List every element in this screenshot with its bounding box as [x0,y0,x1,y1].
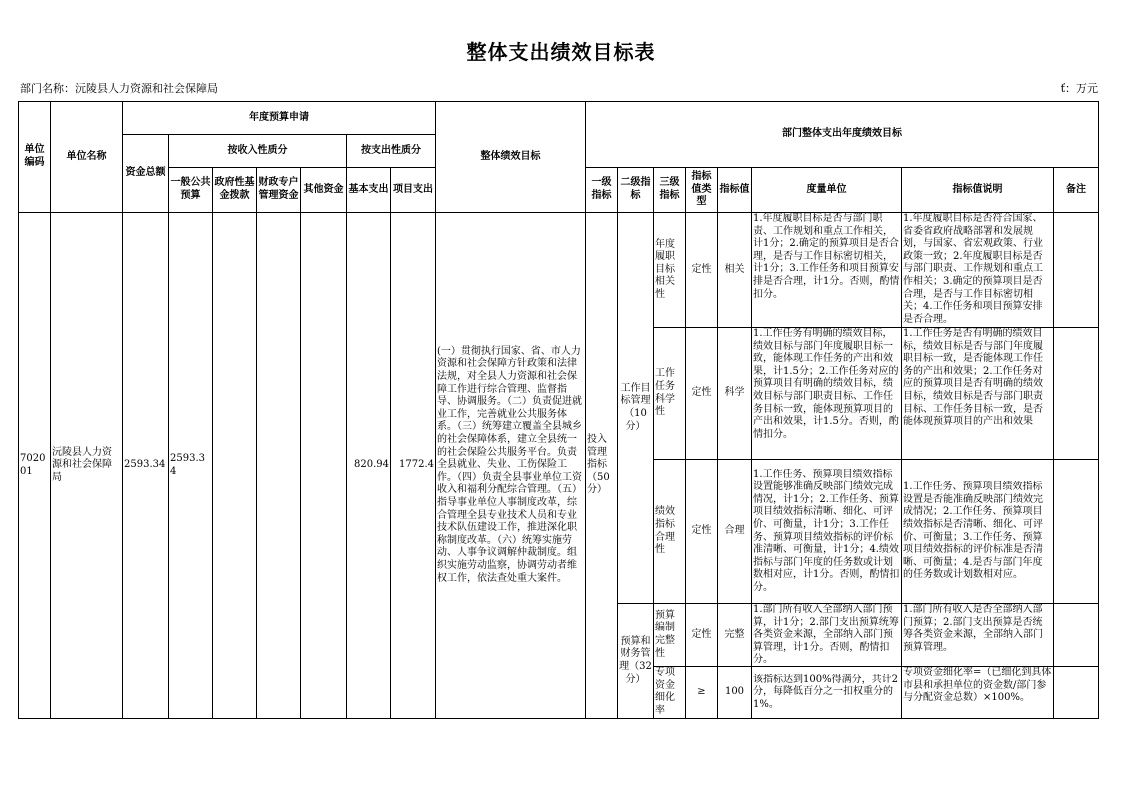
header-dept-goal: 部门整体支出年度绩效目标 [586,102,1099,168]
fiscal-special-cell [257,213,301,719]
level3-cell: 工作任务科学性 [654,328,686,460]
level3-cell: 绩效指标合理性 [654,460,686,604]
header-remarks: 备注 [1054,168,1099,213]
indicator-value-cell: 合理 [718,460,752,604]
remarks-cell [1054,460,1099,604]
indicator-desc-cell [902,667,1054,719]
header-project-expenditure: 项目支出 [391,168,436,213]
desc-text: 1.工作任务、预算项目绩效指标设置是否能准确反映部门绩效完成情况；2.工作任务、预算项目绩效指标是否清晰、细化、可评价、可衡量；3.工作任务、预算项目绩效指标的评价标准是否清晰、可衡量；4.是否与部门年度的任务数或计划数相对应。 [903,481,1043,581]
unit-code-cell: 702001 [19,213,51,719]
header-unit-code: 单位编码 [19,102,51,213]
header-basic-expenditure: 基本支出 [347,168,391,213]
measure-unit-cell [752,460,902,604]
measure-text: 1.工作任务、预算项目绩效指标设置能够准确反映部门绩效完成情况，计1分；2.工作任务、预算项目绩效指标清晰、细化、可评价、可衡量，计1分；3.工作任务、预算项目绩效指标的评价标准清晰、可衡量，计1分；4.绩效指标与部门年度的任务数或计划数相对应，计1分。否则，酌情扣分。 [753,468,900,593]
measure-text: 1.部门所有收入全部纳入部门预算，计1分；2.部门支出预算统筹各类资金来源，全部纳入部门预算管理，计1分。否则，酌情扣分。 [753,604,899,666]
indicator-desc-cell [902,328,1054,460]
level2-cell: 工作目标管理（10分） [618,213,654,604]
measure-unit-cell [752,604,902,667]
page-title: 整体支出绩效目标表 [466,40,656,64]
level2-cell: 预算和财务管理（32分） [618,604,654,719]
indicator-type-cell: 定性 [686,328,718,460]
measure-unit-cell [752,213,902,328]
currency-unit: ť：万元 [1060,82,1098,95]
header-other-funds: 其他资金 [301,168,347,213]
measure-unit-cell [752,667,902,719]
level3-cell [654,667,686,719]
header-indicator-desc: 指标值说明 [902,168,1054,213]
header-by-expenditure: 按支出性质分 [347,135,436,168]
header-indicator-type: 指标值类型 [686,168,718,213]
gov-fund-cell [213,213,257,719]
indicator-value-cell: 相关 [718,213,752,328]
project-expenditure-cell: 1772.4 [391,213,436,719]
header-gov-fund: 政府性基金拨款 [213,168,257,213]
level3-text: 专项资金细化率 [655,667,675,716]
remarks-cell [1054,667,1099,719]
header-budget-request: 年度预算申请 [123,102,436,135]
header-overall-goal: 整体绩效目标 [436,102,586,213]
table-row [19,213,1099,328]
overall-goal-cell: (一）贯彻执行国家、省、市人力资源和社会保障方针政策和法律法规，对全县人力资源和社会保障工作进行综合管理、监督指导、协调服务。（二）负责促进就业工作，完善就业公共服务体系。（三）统筹建立覆盖全县城乡的社会保障体系，建立全县统一的社会保险公共服务平台。负责全县就业、失业、工伤保险工作。（四）负责全县事业单位工资收入和福利分配综合管理。（五）指导事业单位人事制度改革，综合管理全县专业技术人员和专业技术队伍建设工作，推进深化职称制度改革。（六）统筹实施劳动、人事争议调解仲裁制度。组织实施劳动监察，协调劳动者维权工作，依法查处重大案件。 [436,213,586,719]
indicator-value-cell: 科学 [718,328,752,460]
remarks-cell [1054,604,1099,667]
level3-cell: 年度履职目标相关性 [654,213,686,328]
measure-unit-cell [752,328,902,460]
indicator-desc-cell [902,604,1054,667]
level1-cell: 投入管理指标（50分） [586,213,618,719]
header-unit-name: 单位名称 [51,102,123,213]
remarks-cell [1054,213,1099,328]
indicator-value-cell: 完整 [718,604,752,667]
header-by-income: 按收入性质分 [169,135,347,168]
desc-text: 1.年度履职目标是否符合国家、省委省政府战略部署和发展规划，与国家、省宏观政策、行业政策一致；2.年度履职目标是否与部门职责、工作规划和重点工作相关；3.确定的预算项目是否合理，是否与工作目标密切相关；4.工作任务和项目预算安排是否合理。 [903,213,1043,325]
desc-text: 专项资金细化率=（已细化到具体市县和承担单位的资金数/部门参与分配资金总数）×100%。 [903,667,1052,704]
other-funds-cell [301,213,347,719]
indicator-type-cell: 定性 [686,460,718,604]
header-total-funds: 资金总额 [123,135,169,213]
general-budget-cell: 2593.34 [169,213,213,719]
desc-text: 1.工作任务是否有明确的绩效目标，绩效目标是否与部门年度履职目标一致，是否能体现工作任务的产出和效果；2.工作任务对应的预算项目是否有明确的绩效目标，绩效目标是否与部门职责目标、工作任务目标一致，是否能体现预算项目的产出和效果 [903,328,1043,428]
header-general-budget: 一般公共预算 [169,168,213,213]
measure-text: 1.年度履职目标是否与部门职责、工作规划和重点工作相关，计1分；2.确定的预算项目是否合理，是否与工作目标密切相关，计1分；3.工作任务和项目预算安排是否合理，计1分。否则，酌情扣分。 [753,213,900,300]
indicator-type-cell: 定性 [686,604,718,667]
header-indicator-value: 指标值 [718,168,752,213]
measure-text: 该指标达到100%得满分，共计2分，每降低百分之一扣权重分的1%。 [753,673,898,710]
indicator-value-cell: 100 [718,667,752,719]
basic-expenditure-cell: 820.94 [347,213,391,719]
indicator-type-cell: ≥ [686,667,718,719]
indicator-type-cell: 定性 [686,213,718,328]
header-row-1 [19,102,1099,135]
remarks-cell [1054,328,1099,460]
header-measure-unit: 度量单位 [752,168,902,213]
header-fiscal-special: 财政专户管理资金 [257,168,301,213]
performance-table [18,101,1099,719]
level3-cell: 预算编制完整性 [654,604,686,667]
indicator-desc-cell [902,213,1054,328]
header-level2: 二级指标 [618,168,654,213]
measure-text: 1.工作任务有明确的绩效目标，绩效目标与部门年度履职目标一致，能体现工作任务的产出和效果，计1.5分；2.工作任务对应的预算项目有明确的绩效目标，绩效目标与部门职责目标、工作任务目标一致，能体现预算项目的产出和效果，计1.5分。否则，酌情扣分。 [753,328,899,440]
header-level3: 三级指标 [654,168,686,213]
unit-name-cell: 沅陵县人力资源和社会保障局 [51,213,123,719]
indicator-desc-cell [902,460,1054,604]
desc-text: 1.部门所有收入是否全部纳入部门预算；2.部门支出预算是否统筹各类资金来源，全部纳入部门预算管理。 [903,604,1043,653]
header-level1: 一级指标 [586,168,618,213]
total-funds-cell: 2593.34 [123,213,169,719]
department-name: 部门名称：沅陵县人力资源和社会保障局 [20,82,218,95]
